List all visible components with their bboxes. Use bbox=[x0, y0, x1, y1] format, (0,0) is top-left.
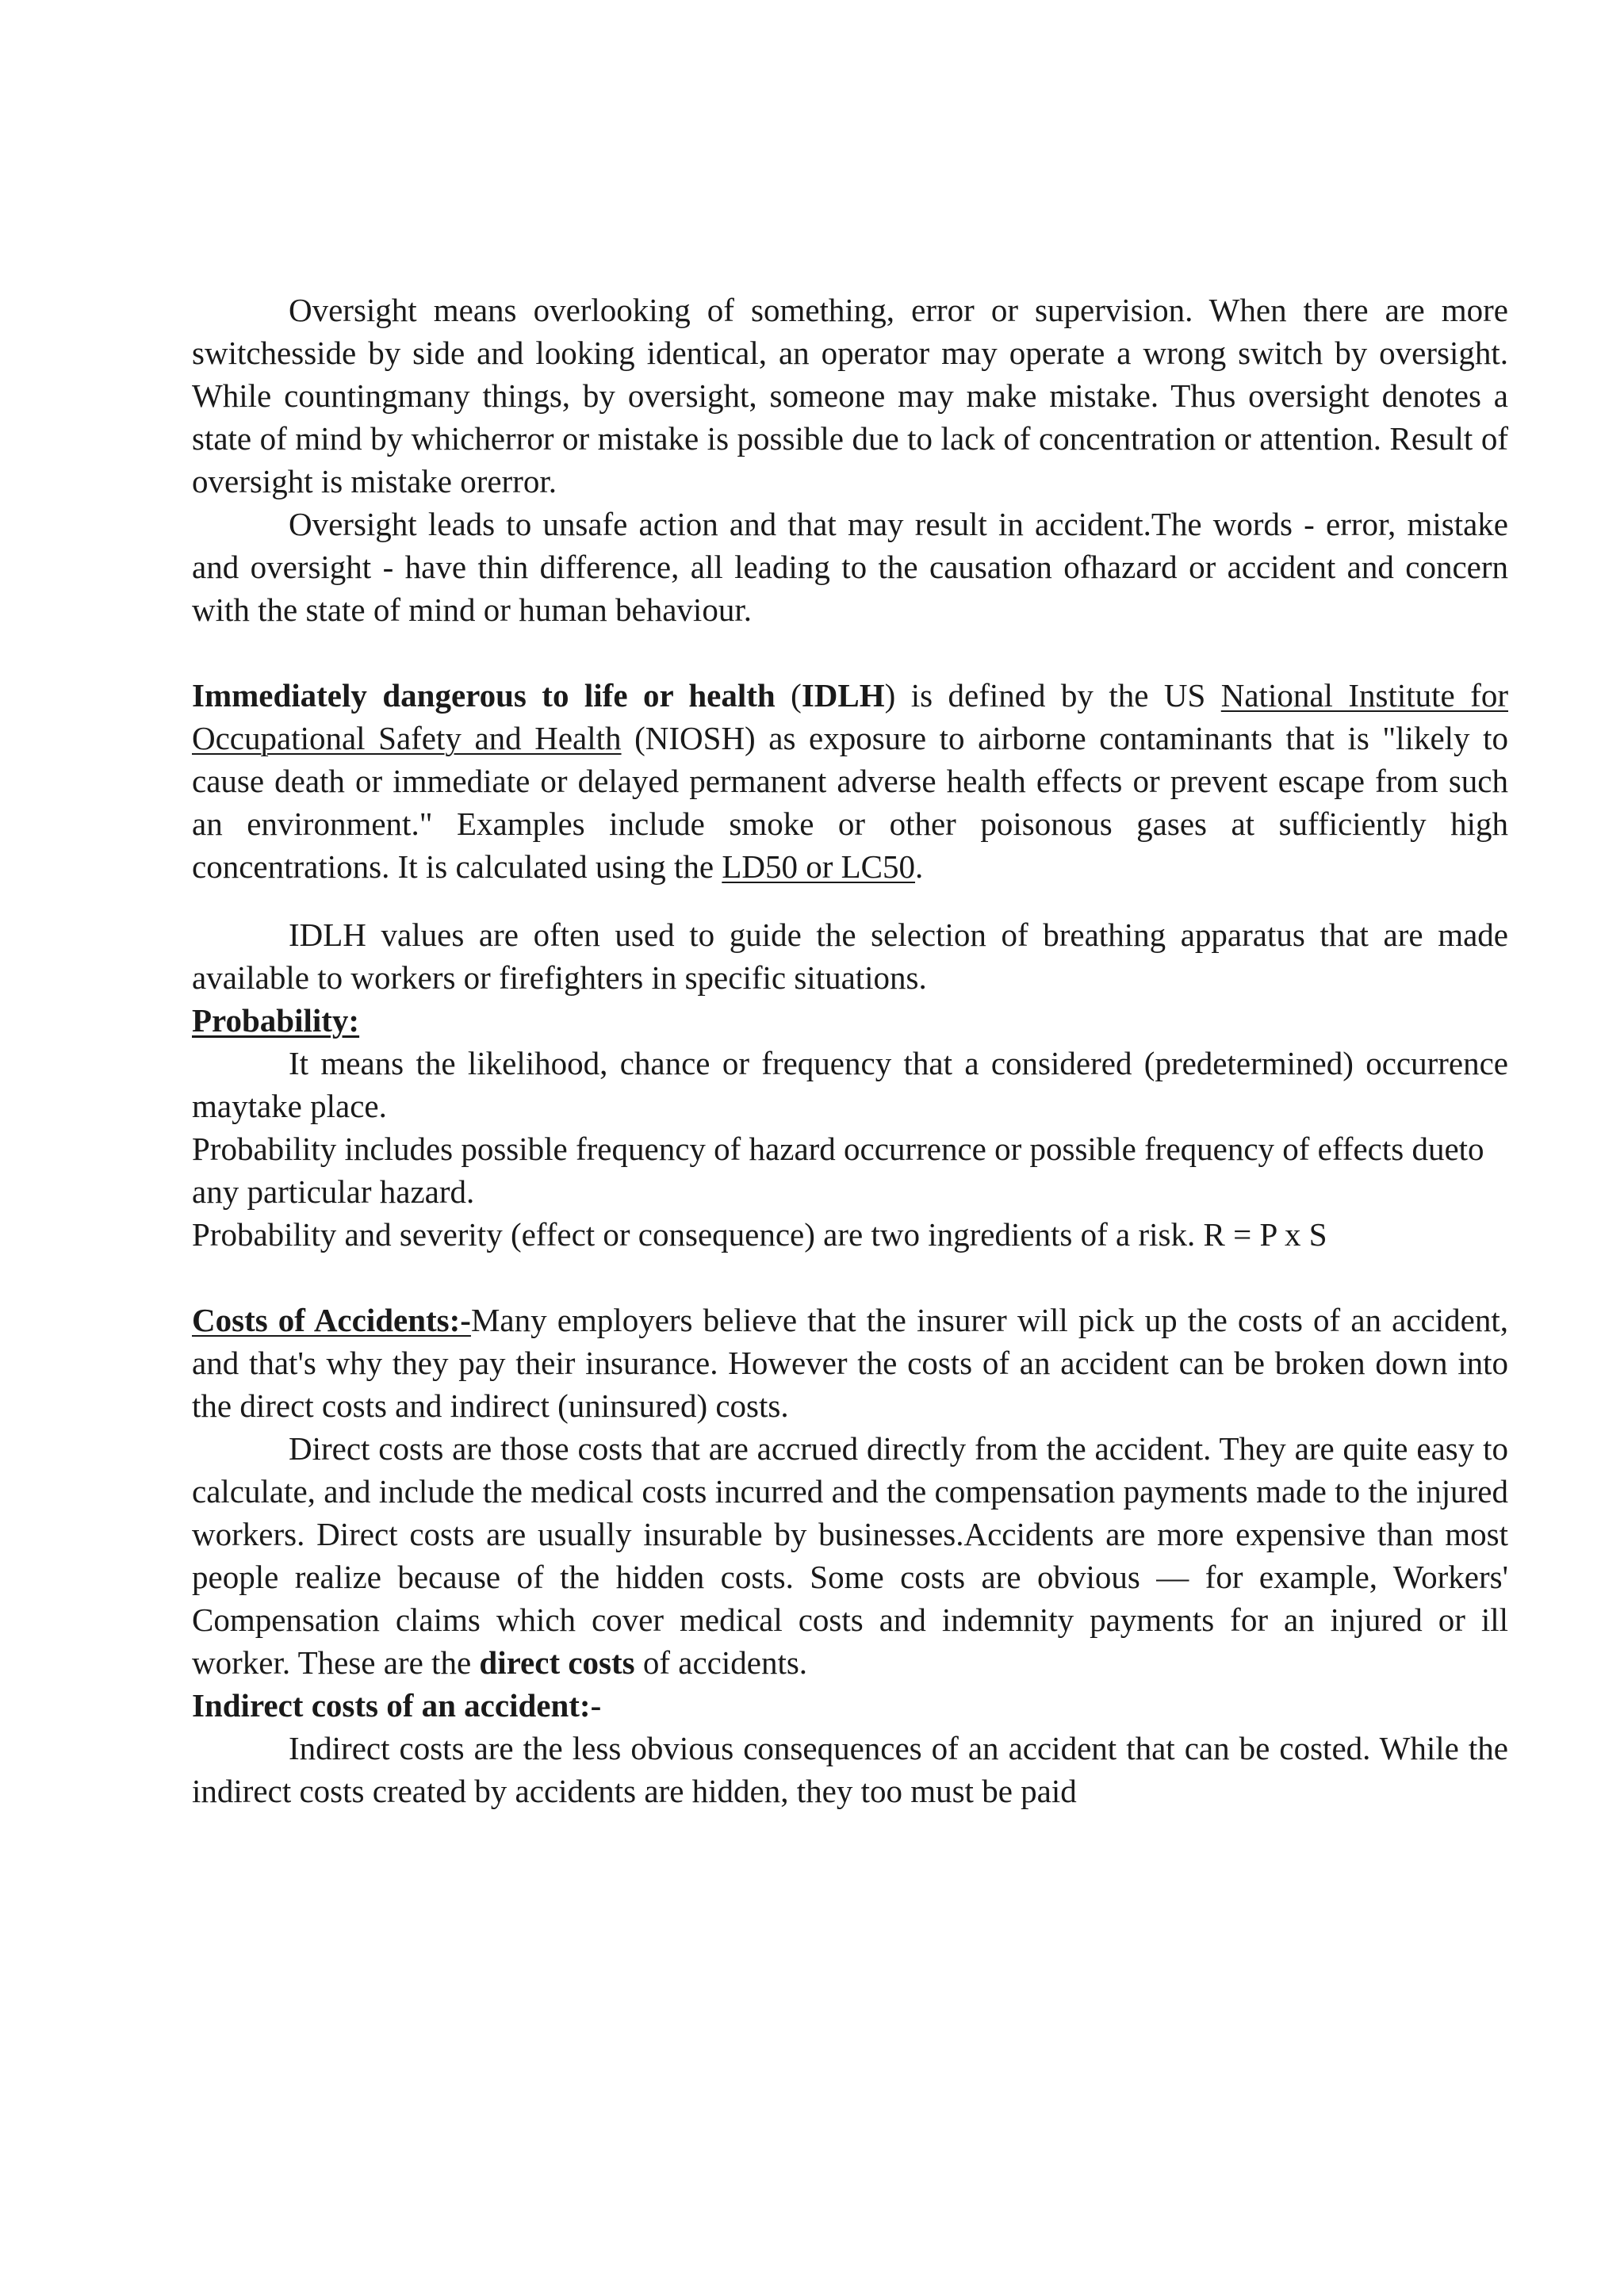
document-body bbox=[192, 289, 1508, 1812]
probability-line-2: Probability includes possible frequency of hazard occurrence or possible frequency of effects dueto any particular hazard. bbox=[192, 1131, 1484, 1210]
costs-intro: Many employers believe that the insurer will pick up the costs of an accident, and that's why they pay their insurance. However the costs of an accident can be broken down into the direct costs and indirect (uninsured) costs. bbox=[192, 1302, 1508, 1424]
direct-costs-end: of accidents. bbox=[634, 1644, 808, 1681]
oversight-paragraph-1: Oversight means overlooking of something, error or supervision. When there are more switchesside by side and looking identical, an operator may operate a wrong switch by oversight. While countingmany things, by oversight, someone may make mistake. Thus oversight denotes a state of mind by whicherror or mistake is possible due to lack of concentration or attention. Result of oversight is mistake orerror. bbox=[192, 292, 1508, 499]
idlh-term: Immediately dangerous to life or health bbox=[192, 677, 776, 714]
indirect-costs-paragraph: Indirect costs are the less obvious consequences of an accident that can be costed. While the indirect costs created by accidents are hidden, they too must be paid bbox=[192, 1730, 1508, 1809]
niosh-link[interactable]: National Institute for Occupational Safety and Health bbox=[192, 677, 1508, 756]
ld50-lc50-link[interactable]: LD50 or LC50 bbox=[722, 848, 916, 885]
costs-paragraph bbox=[192, 1299, 1508, 1427]
costs-heading: Costs of Accidents:- bbox=[192, 1302, 471, 1338]
probability-line-3: Probability and severity (effect or consequence) are two ingredients of a risk. R = P x S bbox=[192, 1216, 1327, 1253]
direct-costs-bold: direct costs bbox=[479, 1644, 635, 1681]
probability-line-1: It means the likelihood, chance or frequency that a considered (predetermined) occurrence maytake place. bbox=[192, 1045, 1508, 1124]
idlh-abbr: IDLH bbox=[801, 677, 885, 714]
idlh-paragraph bbox=[192, 674, 1508, 888]
idlh-paragraph-2: IDLH values are often used to guide the selection of breathing apparatus that are made available to workers or firefighters in specific situations. bbox=[192, 916, 1508, 996]
idlh-open-paren: ( bbox=[775, 677, 802, 714]
direct-costs-paragraph bbox=[192, 1427, 1508, 1684]
probability-heading: Probability: bbox=[192, 1002, 360, 1039]
oversight-paragraph-2: Oversight leads to unsafe action and that may result in accident.The words - error, mistake and oversight - have thin difference, all leading to the causation ofhazard or accident and concern with the state of mind or human behaviour. bbox=[192, 506, 1508, 628]
direct-costs-text: Direct costs are those costs that are accrued directly from the accident. They are quite easy to calculate, and include the medical costs incurred and the compensation payments made to the injured workers. Direct costs are usually insurable by businesses.Accidents are more expensive than most people realize because of the hidden costs. Some costs are obvious — for example, Workers' Compensation claims which cover medical costs and indemnity payments for an injured or ill worker. These are the bbox=[192, 1430, 1508, 1681]
idlh-after-abbr: ) is defined by the US bbox=[884, 677, 1221, 714]
indirect-costs-heading: Indirect costs of an accident:- bbox=[192, 1687, 602, 1724]
idlh-definition-text: (NIOSH) as exposure to airborne contaminants that is "likely to cause death or immediate or delayed permanent adverse health effects or prevent escape from such an environment." Examples include smoke or other poisonous gases at sufficiently high concentrations. It is calculated using the bbox=[192, 720, 1508, 885]
idlh-end: . bbox=[915, 848, 924, 885]
